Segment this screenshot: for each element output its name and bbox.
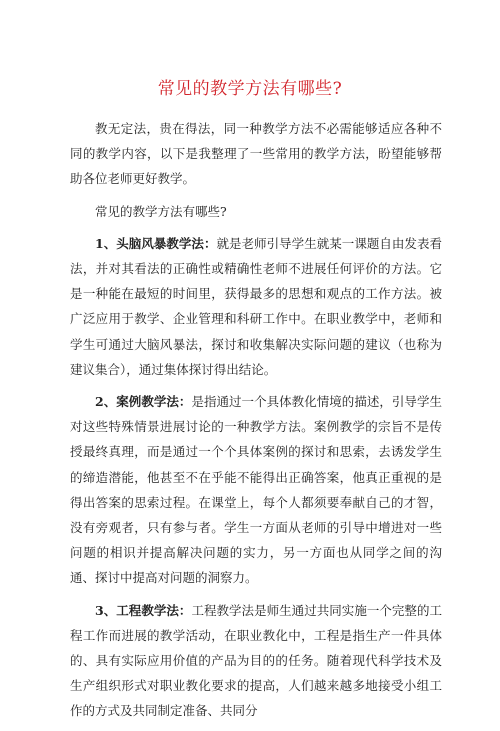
- method-text-3: 工程教学法是师生通过共同实施一个完整的工程工作而进展的教学活动，在职业教化中，工程是指生产一件具体的、具有实际应用价值的产品为目的的任务。随着现代科学技术及生产组织形式对职业教化要求的提高，人们越来越多地接受小组工作的方式及共同制定准备、共同分: [70, 602, 442, 719]
- method-lead-3: 3、工程教学法：: [95, 602, 192, 618]
- method-lead-1: 1、头脑风暴教学法：: [95, 235, 217, 251]
- method-text-2: 是指通过一个具体教化情境的描述，引导学生对这些特殊情景进展讨论的一种教学方法。案例教学的宗旨不是传授最终真理，而是通过一个个具体案例的探讨和思索，去诱发学生的缔造潜能，他甚至不在乎能不能得出正确答案，他真正重视的是得出答案的思索过程。在课堂上，每个人都须要奉献自己的才智，没有旁观者，只有参与者。学生一方面从老师的引导中增进对一些问题的相识并提高解决问题的实力，另一方面也从同学之间的沟通、探讨中提高对问题的洞察力。: [70, 394, 442, 586]
- method-paragraph-1: [70, 231, 442, 382]
- intro-paragraph: 教无定法，贵在得法，同一种教学方法不必需能够适应各种不同的教学内容，以下是我整理了一些常用的教学方法，盼望能够帮助各位老师更好教学。: [70, 121, 442, 187]
- section-subheading: 常见的教学方法有哪些?: [95, 203, 227, 219]
- document-body: [70, 116, 442, 731]
- method-lead-2: 2、案例教学法：: [95, 394, 192, 410]
- method-paragraph-2: [70, 389, 442, 591]
- method-text-1: 就是老师引导学生就某一课题自由发表看法，并对其看法的正确性或精确性老师不进展任何评价的方法。它是一种能在最短的时间里，获得最多的思想和观点的工作方法。被广泛应用于教学、企业管理和科研工作中。在职业教学中，老师和学生可通过大脑风暴法，探讨和收集解决实际问题的建议（也称为建议集合），通过集体探讨得出结论。: [70, 235, 442, 377]
- method-paragraph-3: [70, 598, 442, 724]
- document-title: 常见的教学方法有哪些?: [157, 79, 343, 99]
